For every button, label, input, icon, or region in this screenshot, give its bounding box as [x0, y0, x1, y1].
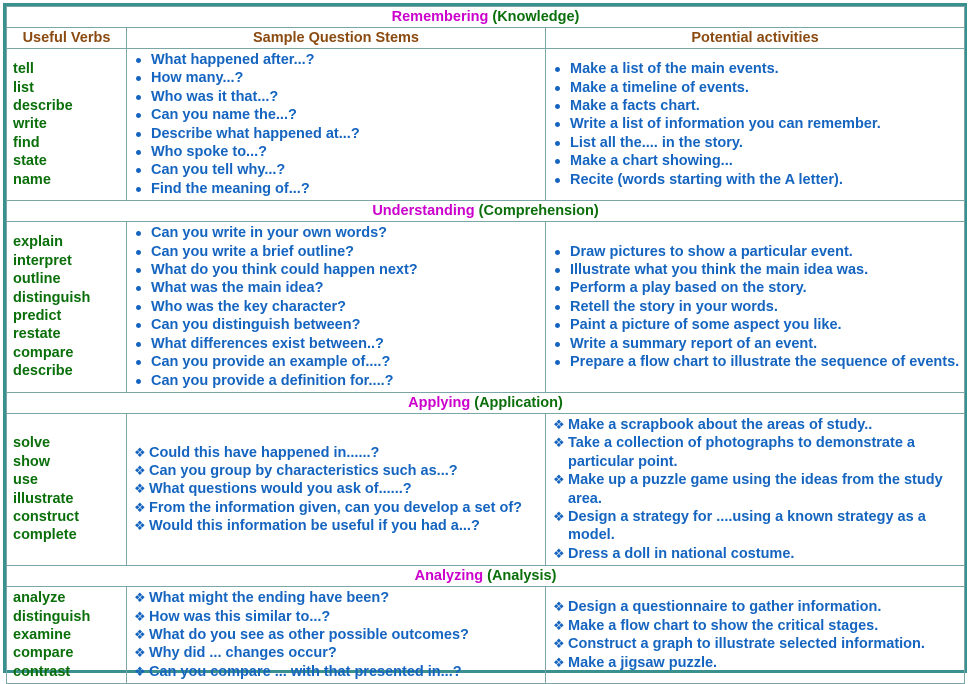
section-title: Applying: [408, 394, 471, 411]
list-item: ❖ How was this similar to...?: [129, 608, 541, 626]
list-item: What do you think could happen next?: [129, 261, 541, 279]
section-row-analyzing: [7, 587, 965, 684]
section-title: Understanding: [372, 203, 475, 220]
verb-item: solve: [13, 435, 51, 452]
section-subtitle: (Knowledge): [492, 9, 580, 25]
verb-item: tell: [13, 61, 34, 78]
verbs-cell: [7, 222, 127, 393]
list-item: How many...?: [129, 69, 541, 87]
list-item: Can you tell why...?: [129, 161, 541, 179]
list-item: ❖ Take a collection of photographs to demonstrate a particular point.: [548, 434, 960, 471]
section-row-applying: [7, 413, 965, 565]
list-item: ❖ Design a strategy for ....using a known strategy as a model.: [548, 508, 960, 545]
list-item: ❖ Make up a puzzle game using the ideas from the study area.: [548, 471, 960, 508]
verb-item: show: [13, 453, 51, 470]
list-item: ❖ Construct a graph to illustrate selected information.: [548, 635, 960, 653]
list-item: Make a facts chart.: [548, 97, 960, 115]
verb-item: complete: [13, 527, 77, 544]
list-item: ❖ What do you see as other possible outcomes?: [129, 626, 541, 644]
list-item: Perform a play based on the story.: [548, 279, 960, 297]
list-item: ❖ Make a scrapbook about the areas of study..: [548, 416, 960, 434]
verb-item: state: [13, 153, 47, 170]
list-item: Make a chart showing...: [548, 152, 960, 170]
section-subtitle: (Application): [474, 394, 563, 411]
verb-item: compare: [13, 344, 74, 361]
list-item: ❖ Would this information be useful if you had a...?: [129, 517, 541, 535]
section-header-understanding: [7, 201, 965, 222]
list-item: ❖ What might the ending have been?: [129, 589, 541, 607]
list-item: ❖ What questions would you ask of......?: [129, 480, 541, 498]
activities-cell: [546, 49, 965, 201]
verb-item: examine: [13, 626, 72, 643]
verb-item: explain: [13, 234, 63, 251]
list-item: Paint a picture of some aspect you like.: [548, 316, 960, 334]
verb-item: illustrate: [13, 490, 74, 507]
list-item: ❖ Can you group by characteristics such as...?: [129, 462, 541, 480]
section-row-remembering: [7, 49, 965, 201]
list-item: Who spoke to...?: [129, 143, 541, 161]
list-item: Write a list of information you can remember.: [548, 115, 960, 133]
list-item: Recite (words starting with the A letter).: [548, 171, 960, 189]
list-item: ❖ Why did ... changes occur?: [129, 644, 541, 662]
list-item: Find the meaning of...?: [129, 180, 541, 198]
activities-cell: [546, 222, 965, 393]
verb-item: write: [13, 116, 47, 133]
list-item: ❖ Design a questionnaire to gather information.: [548, 598, 960, 616]
list-item: What happened after...?: [129, 51, 541, 69]
verbs-cell: [7, 413, 127, 565]
section-title: Remembering: [391, 9, 489, 25]
list-item: Illustrate what you think the main idea was.: [548, 261, 960, 279]
verb-item: compare: [13, 645, 74, 662]
verb-item: describe: [13, 363, 73, 380]
list-item: Who was it that...?: [129, 88, 541, 106]
blooms-taxonomy-table: [6, 6, 965, 684]
verb-item: restate: [13, 326, 61, 343]
section-header-analyzing: [7, 566, 965, 587]
list-item: Draw pictures to show a particular event.: [548, 243, 960, 261]
blooms-taxonomy-table-frame: [3, 3, 967, 680]
column-header-verbs: Useful Verbs: [7, 28, 127, 49]
list-item: Can you name the...?: [129, 106, 541, 124]
activities-cell: [546, 587, 965, 684]
section-subtitle: (Comprehension): [478, 203, 599, 220]
list-item: ❖ Make a jigsaw puzzle.: [548, 654, 960, 672]
list-item: Prepare a flow chart to illustrate the sequence of events.: [548, 353, 960, 371]
verb-item: outline: [13, 271, 61, 288]
list-item: Can you write a brief outline?: [129, 243, 541, 261]
stems-cell: [127, 587, 546, 684]
list-item: Can you distinguish between?: [129, 316, 541, 334]
list-item: Can you provide an example of....?: [129, 353, 541, 371]
section-subtitle: (Analysis): [487, 568, 557, 585]
stems-cell: [127, 413, 546, 565]
verbs-cell: [7, 49, 127, 201]
list-item: ❖ Could this have happened in......?: [129, 444, 541, 462]
verb-item: distinguish: [13, 608, 91, 625]
verb-item: describe: [13, 98, 73, 115]
verb-item: contrast: [13, 663, 71, 680]
column-header-activities: Potential activities: [546, 28, 965, 49]
verb-item: list: [13, 79, 34, 96]
list-item: Can you write in your own words?: [129, 224, 541, 242]
list-item: Can you provide a definition for....?: [129, 372, 541, 390]
section-row-understanding: [7, 222, 965, 393]
list-item: ❖ Dress a doll in national costume.: [548, 545, 960, 563]
list-item: Retell the story in your words.: [548, 298, 960, 316]
list-item: Write a summary report of an event.: [548, 335, 960, 353]
list-item: Make a list of the main events.: [548, 60, 960, 78]
verb-item: use: [13, 472, 38, 489]
stems-cell: [127, 49, 546, 201]
list-item: ❖ From the information given, can you develop a set of?: [129, 499, 541, 517]
verb-item: analyze: [13, 590, 66, 607]
list-item: ❖ Make a flow chart to show the critical stages.: [548, 617, 960, 635]
list-item: List all the.... in the story.: [548, 134, 960, 152]
verb-item: name: [13, 171, 51, 188]
verb-item: find: [13, 134, 40, 151]
section-header-remembering: [7, 7, 965, 28]
section-header-applying: [7, 392, 965, 413]
activities-cell: [546, 413, 965, 565]
stems-cell: [127, 222, 546, 393]
section-title: Analyzing: [414, 568, 484, 585]
verbs-cell: [7, 587, 127, 684]
list-item: What differences exist between..?: [129, 335, 541, 353]
list-item: ❖ Can you compare ... with that presented in...?: [129, 663, 541, 681]
verb-item: interpret: [13, 252, 72, 269]
verb-item: predict: [13, 308, 62, 325]
list-item: Describe what happened at...?: [129, 125, 541, 143]
column-headers: [7, 28, 965, 49]
column-header-stems: Sample Question Stems: [127, 28, 546, 49]
verb-item: construct: [13, 508, 80, 525]
list-item: What was the main idea?: [129, 279, 541, 297]
list-item: Who was the key character?: [129, 298, 541, 316]
list-item: Make a timeline of events.: [548, 79, 960, 97]
verb-item: distinguish: [13, 289, 91, 306]
